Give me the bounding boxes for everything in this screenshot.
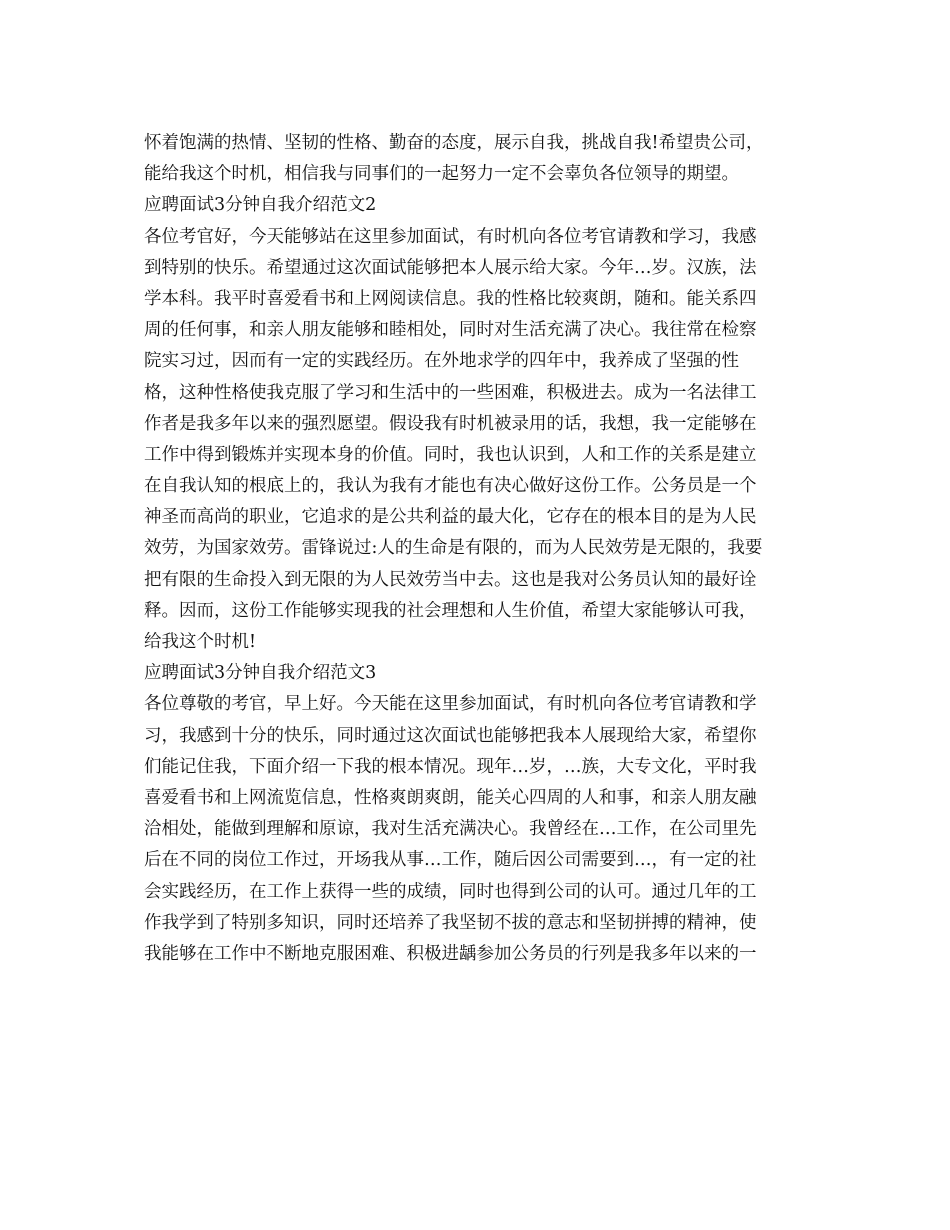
body-text-line: 各位考官好，今天能够站在这里参加面试，有时机向各位考官请教和学习，我感 xyxy=(144,226,757,247)
body-text-line: 作者是我多年以来的强烈愿望。假设我有时机被录用的话，我想，我一定能够在 xyxy=(144,413,757,434)
body-text-line: 给我这个时机! xyxy=(144,632,257,652)
body-text-line: 工作中得到锻炼并实现本身的价值。同时，我也认识到，人和工作的关系是建立 xyxy=(144,444,757,465)
body-text-line: 神圣而高尚的职业，它追求的是公共利益的最大化，它存在的根本目的是为人民 xyxy=(144,507,757,528)
document-body xyxy=(144,128,804,970)
body-text-line: 洽相处，能做到理解和原谅，我对生活充满决心。我曾经在…工作，在公司里先 xyxy=(144,819,757,840)
body-text-line: 释。因而，这份工作能够实现我的社会理想和人生价值，希望大家能够认可我， xyxy=(144,600,757,621)
body-text-line: 习，我感到十分的快乐，同时通过这次面试也能够把我本人展现给大家，希望你 xyxy=(144,725,757,746)
section-heading: 应聘面试3分钟自我介绍范文3 xyxy=(144,663,377,684)
body-text-line: 到特别的快乐。希望通过这次面试能够把本人展示给大家。今年…岁。汉族，法 xyxy=(144,257,757,278)
body-text-line: 怀着饱满的热情、坚韧的性格、勤奋的态度，展示自我，挑战自我!希望贵公司， xyxy=(144,133,764,153)
body-text-line: 各位尊敬的考官，早上好。今天能在这里参加面试，有时机向各位考官请教和学 xyxy=(144,694,757,715)
body-text-line: 后在不同的岗位工作过，开场我从事…工作，随后因公司需要到…，有一定的社 xyxy=(144,850,757,871)
body-text-line: 喜爱看书和上网流览信息，性格爽朗爽朗，能关心四周的人和事，和亲人朋友融 xyxy=(144,787,757,808)
body-text-line: 把有限的生命投入到无限的为人民效劳当中去。这也是我对公务员认知的最好诠 xyxy=(144,569,757,590)
body-text-line: 格，这种性格使我克服了学习和生活中的一些困难，积极进去。成为一名法律工 xyxy=(144,382,757,403)
section-heading: 应聘面试3分钟自我介绍范文2 xyxy=(144,195,377,216)
body-text-line: 们能记住我，下面介绍一下我的根本情况。现年…岁，…族，大专文化，平时我 xyxy=(144,756,757,777)
body-text-line: 在自我认知的根底上的，我认为我有才能也有决心做好这份工作。公务员是一个 xyxy=(144,476,757,497)
body-text-line: 学本科。我平时喜爱看书和上网阅读信息。我的性格比较爽朗，随和。能关系四 xyxy=(144,288,757,309)
body-text-line: 院实习过，因而有一定的实践经历。在外地求学的四年中，我养成了坚强的性 xyxy=(144,351,739,372)
body-text-line: 能给我这个时机，相信我与同事们的一起努力一定不会辜负各位领导的期望。 xyxy=(144,164,739,185)
body-text-line: 周的任何事，和亲人朋友能够和睦相处，同时对生活充满了决心。我往常在检察 xyxy=(144,320,757,341)
body-text-line: 作我学到了特别多知识，同时还培养了我坚韧不拔的意志和坚韧拼搏的精神，使 xyxy=(144,912,757,933)
body-text-line: 会实践经历，在工作上获得一些的成绩，同时也得到公司的认可。通过几年的工 xyxy=(144,881,757,902)
body-text-line: 效劳，为国家效劳。雷锋说过:人的生命是有限的，而为人民效劳是无限的，我要 xyxy=(144,538,763,559)
body-text-line: 我能够在工作中不断地克服困难、积极进龋参加公务员的行列是我多年以来的一 xyxy=(144,943,757,964)
